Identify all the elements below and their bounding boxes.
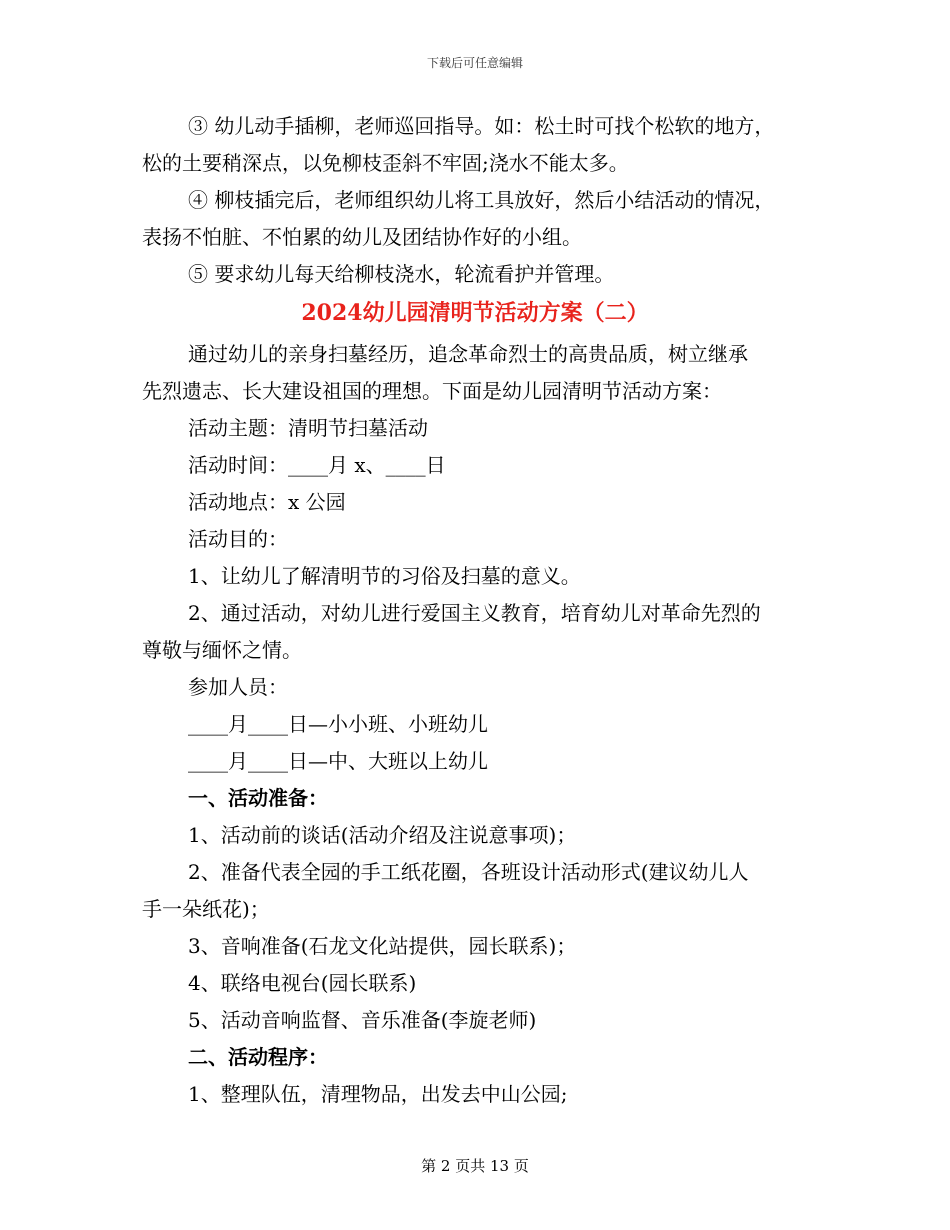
purpose-item: 2、通过活动，对幼儿进行爱国主义教育，培育幼儿对革命先烈的: [188, 601, 761, 625]
section-heading-preparation: 一、活动准备：: [188, 786, 328, 810]
section-heading-procedure: 二、活动程序：: [188, 1045, 328, 1069]
participants-heading: 参加人员：: [188, 675, 288, 699]
plan-body: [142, 336, 810, 1113]
paragraph-line: ③ 幼儿动手插柳，老师巡回指导。如：松土时可找个松软的地方，: [188, 114, 775, 138]
preparation-item: 2、准备代表全园的手工纸花圈，各班设计活动形式(建议幼儿人: [188, 860, 749, 884]
document-body: [142, 108, 810, 293]
activity-location: 活动地点：x 公园: [188, 490, 346, 514]
paragraph-line: 通过幼儿的亲身扫墓经历，追念革命烈士的高贵品质，树立继承: [188, 342, 748, 366]
preparation-item: 3、音响准备(石龙文化站提供，园长联系)；: [188, 934, 577, 958]
activity-purpose-heading: 活动目的：: [188, 527, 288, 551]
procedure-item: 1、整理队伍，清理物品，出发去中山公园;: [188, 1082, 568, 1106]
section-title: 2024幼儿园清明节活动方案（二）: [301, 300, 649, 326]
participants-item: ____月____日—小小班、小班幼儿: [188, 712, 488, 736]
page-number: 第 2 页共 13 页: [421, 1157, 529, 1175]
activity-theme: 活动主题：清明节扫墓活动: [188, 416, 428, 440]
paragraph-line: 表扬不怕脏、不怕累的幼儿及团结协作好的小组。: [142, 225, 582, 249]
preparation-item: 1、活动前的谈话(活动介绍及注说意事项)；: [188, 823, 577, 847]
paragraph-line: 尊敬与缅怀之情。: [142, 638, 302, 662]
paragraph-line: 先烈遗志、长大建设祖国的理想。下面是幼儿园清明节活动方案：: [142, 379, 722, 403]
preparation-item: 4、联络电视台(园长联系): [188, 971, 417, 995]
header-note: 下载后可任意编辑: [426, 56, 523, 70]
purpose-item: 1、让幼儿了解清明节的习俗及扫墓的意义。: [188, 564, 581, 588]
activity-time: 活动时间：____月 x、____日: [188, 453, 446, 477]
preparation-item: 5、活动音响监督、音乐准备(李旋老师): [188, 1008, 537, 1032]
participants-item: ____月____日—中、大班以上幼儿: [188, 749, 488, 773]
paragraph-line: 手一朵纸花)；: [142, 897, 270, 921]
paragraph-line: 松的土要稍深点，以免柳枝歪斜不牢固;浇水不能太多。: [142, 151, 629, 175]
paragraph-line: ④ 柳枝插完后，老师组织幼儿将工具放好，然后小结活动的情况，: [188, 188, 775, 212]
paragraph-line: ⑤ 要求幼儿每天给柳枝浇水，轮流看护并管理。: [188, 262, 615, 286]
